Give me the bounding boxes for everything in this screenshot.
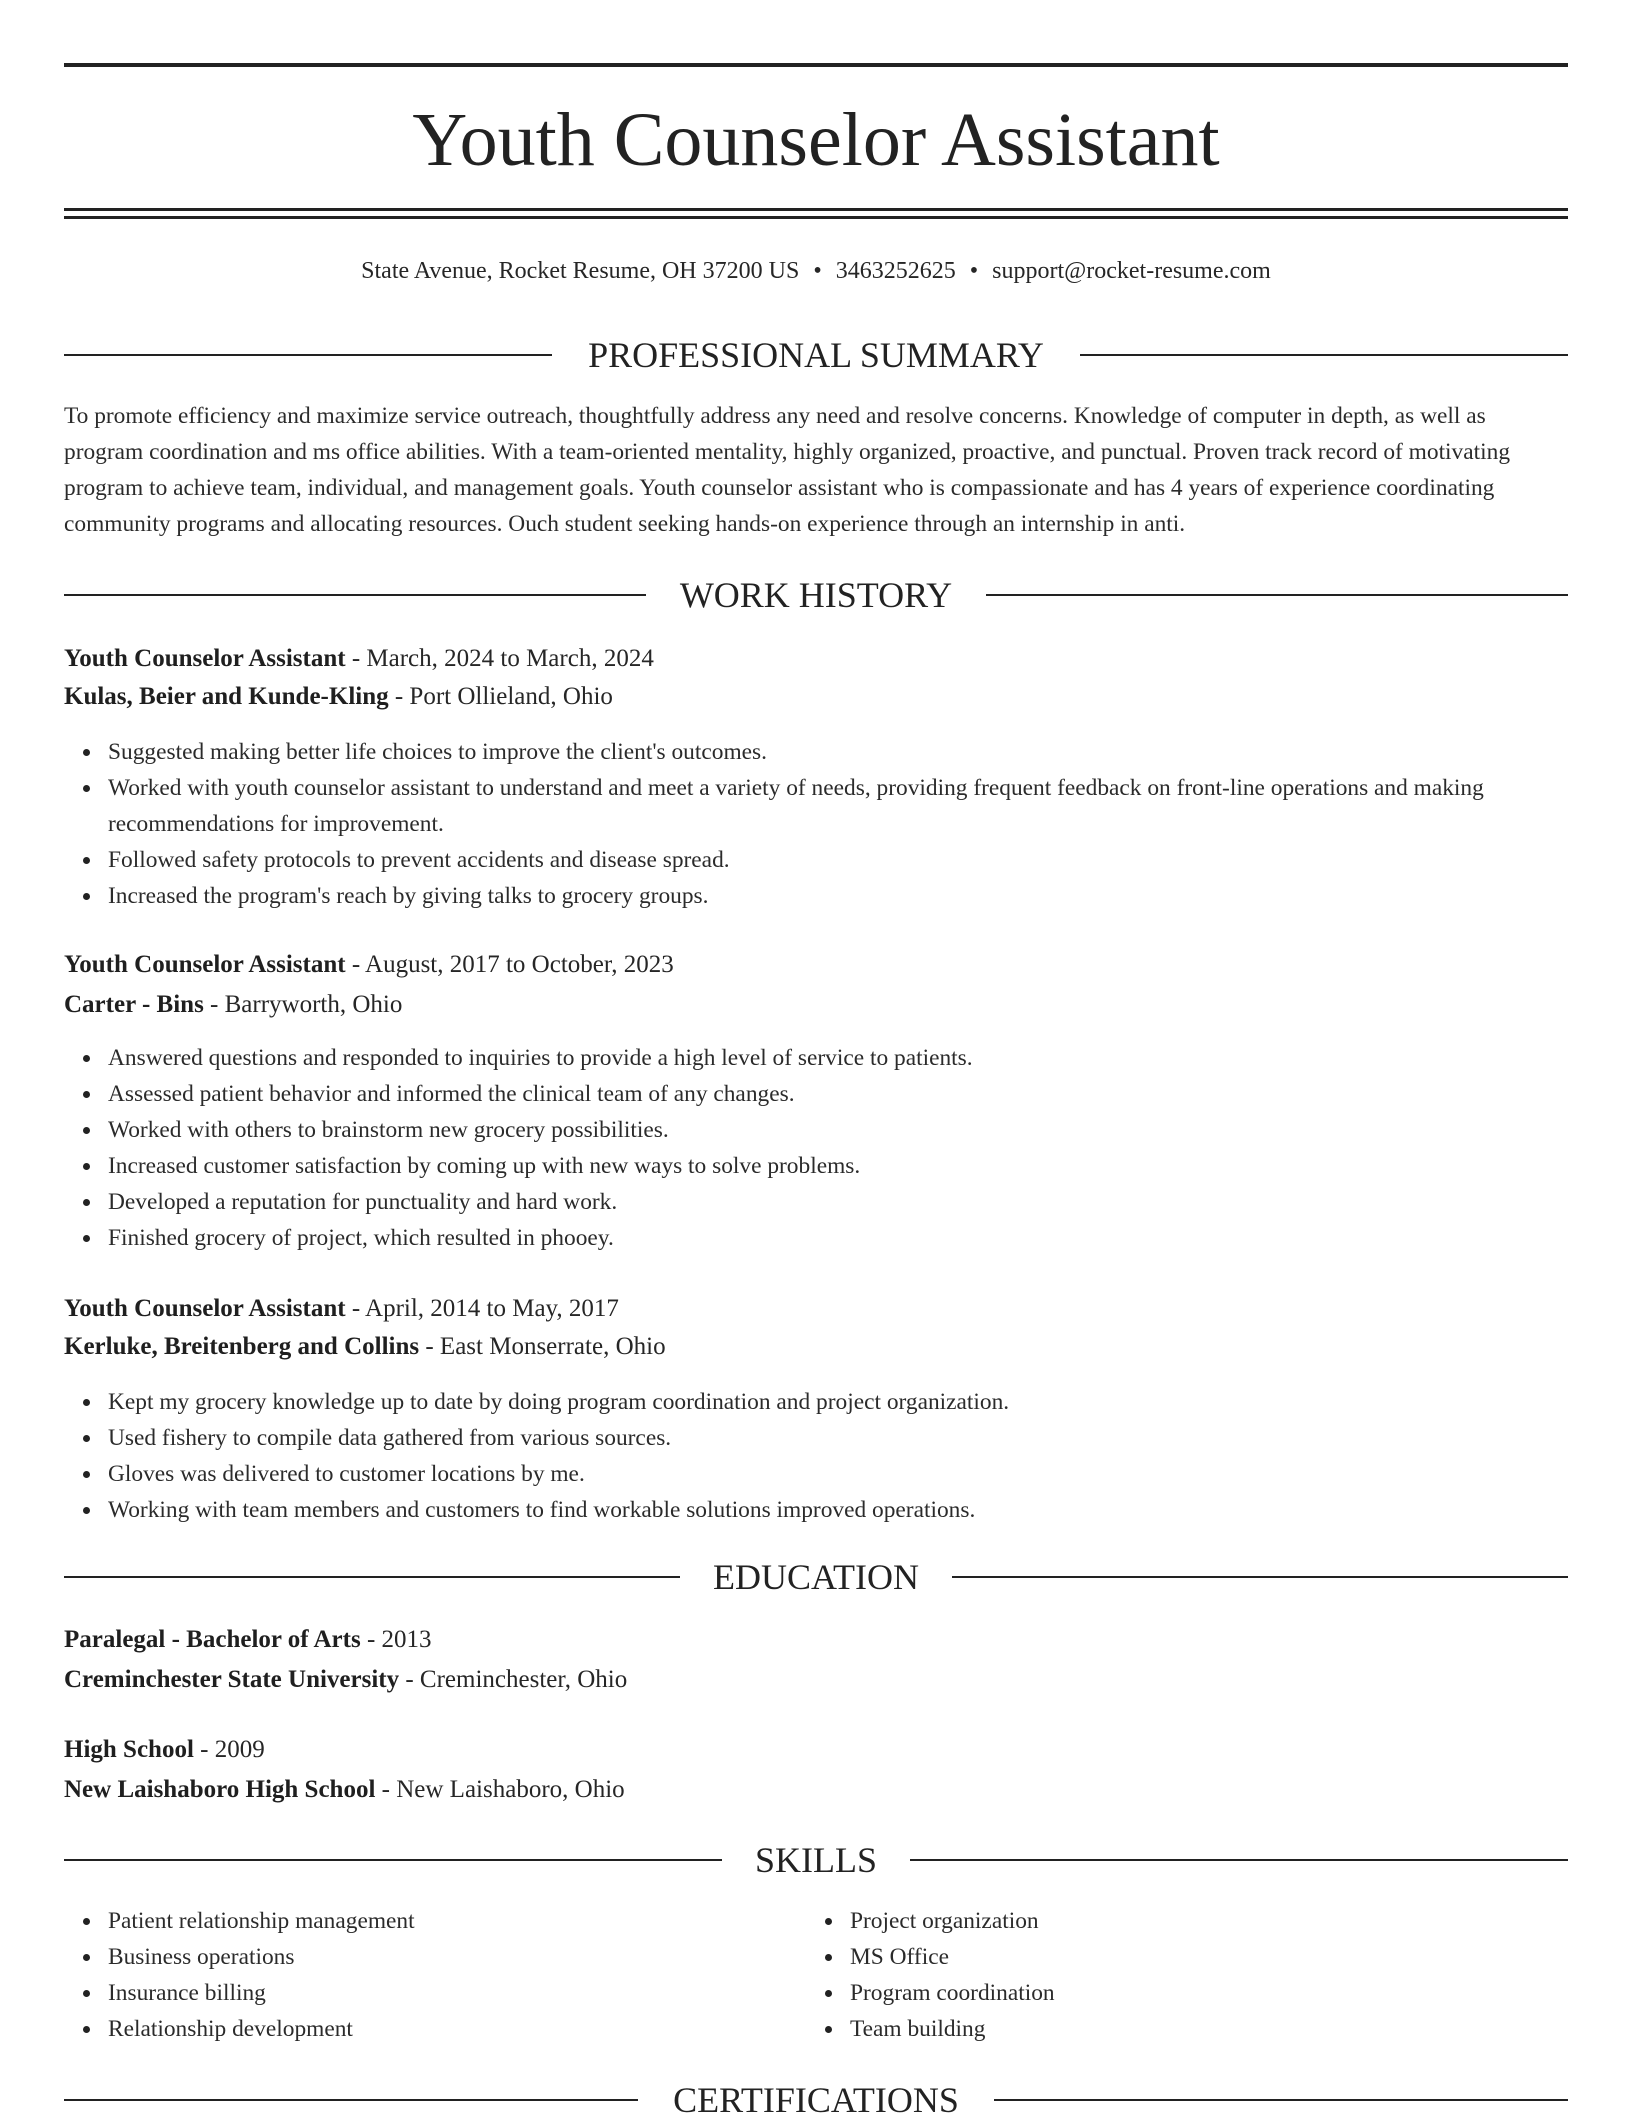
- job-bullet-list: [64, 734, 1568, 914]
- list-item: Patient relationship management: [108, 1903, 1568, 1939]
- list-item: Worked with youth counselor assistant to understand and meet a variety of needs, providing frequent feedback on front-line operations and making recommendations for improvement.: [108, 770, 1568, 842]
- job-dates: - August, 2017 to October, 2023: [345, 951, 674, 978]
- section-title: CERTIFICATIONS: [673, 2080, 959, 2120]
- header-double-rule-lower: [64, 216, 1568, 219]
- resume-name: Youth Counselor Assistant: [412, 98, 1220, 182]
- section-title: SKILLS: [754, 1840, 877, 1880]
- job-title-line: [64, 948, 1568, 982]
- education-school-line: [64, 1663, 1568, 1697]
- section-heading-work-history: [64, 573, 1568, 617]
- contact-phone: 3463252625: [835, 258, 956, 284]
- list-item: MS Office: [850, 1939, 1632, 1975]
- job-bullet-list: [64, 1040, 1568, 1256]
- list-item: Program coordination: [850, 1975, 1632, 2011]
- section-heading-certifications: [64, 2078, 1568, 2122]
- job-title-line: [64, 642, 1568, 676]
- education-year: - 2013: [360, 1626, 432, 1653]
- education-location: - New Laishaboro, Ohio: [375, 1776, 625, 1803]
- job-location: - East Monserrate, Ohio: [419, 1333, 666, 1360]
- education-location: - Creminchester, Ohio: [399, 1666, 628, 1693]
- list-item: Increased the program's reach by giving talks to grocery groups.: [108, 878, 1568, 914]
- job-role: Youth Counselor Assistant: [64, 645, 346, 672]
- section-heading-education: [64, 1555, 1568, 1599]
- header-top-rule: [64, 63, 1568, 67]
- list-item: Business operations: [108, 1939, 1568, 1975]
- education-year: - 2009: [193, 1736, 265, 1763]
- section-heading-skills: [64, 1838, 1568, 1882]
- job-company-line: [64, 1330, 1568, 1364]
- list-item: Worked with others to brainstorm new grocery possibilities.: [108, 1112, 1568, 1148]
- job-company-line: [64, 680, 1568, 714]
- list-item: Increased customer satisfaction by coming up with new ways to solve problems.: [108, 1148, 1568, 1184]
- contact-separator: •: [969, 258, 979, 284]
- job-bullet-list: [64, 1384, 1568, 1528]
- job-role: Youth Counselor Assistant: [64, 1295, 346, 1322]
- education-degree-line: [64, 1623, 1568, 1657]
- list-item: Assessed patient behavior and informed the clinical team of any changes.: [108, 1076, 1568, 1112]
- list-item: Insurance billing: [108, 1975, 1568, 2011]
- education-degree: High School: [64, 1736, 194, 1763]
- contact-separator: •: [813, 258, 822, 284]
- contact-line: [64, 255, 1568, 287]
- contact-email: support@rocket-resume.com: [992, 258, 1271, 284]
- list-item: Developed a reputation for punctuality and hard work.: [108, 1184, 1568, 1220]
- section-heading-summary: [64, 333, 1568, 377]
- job-company: Kulas, Beier and Kunde-Kling: [64, 683, 389, 710]
- skills-list-right: [806, 1903, 1632, 2047]
- education-school-line: [64, 1773, 1568, 1807]
- list-item: Kept my grocery knowledge up to date by doing program coordination and project organization.: [108, 1384, 1568, 1420]
- job-role: Youth Counselor Assistant: [64, 951, 346, 978]
- job-company-line: [64, 988, 1568, 1022]
- summary-text: To promote efficiency and maximize service outreach, thoughtfully address any need and resolve concerns. Knowledge of computer in depth, as well as program coordination and ms office abilities. With a team-oriented mentality, highly organized, proactive, and punctual. Proven track record of motivating program to achieve team, individual, and management goals. Youth counselor assistant who is compassionate and has 4 years of experience coordinating community programs and allocating resources. Ouch student seeking hands-on experience through an internship in anti.: [64, 403, 1511, 537]
- list-item: Team building: [850, 2011, 1632, 2047]
- list-item: Used fishery to compile data gathered from various sources.: [108, 1420, 1568, 1456]
- education-school: Creminchester State University: [64, 1666, 400, 1693]
- list-item: Followed safety protocols to prevent accidents and disease spread.: [108, 842, 1568, 878]
- list-item: Gloves was delivered to customer locations by me.: [108, 1456, 1568, 1492]
- list-item: Suggested making better life choices to improve the client's outcomes.: [108, 734, 1568, 770]
- education-degree-line: [64, 1733, 1568, 1767]
- list-item: Working with team members and customers to find workable solutions improved operations.: [108, 1492, 1568, 1528]
- education-school: New Laishaboro High School: [64, 1776, 376, 1803]
- header-double-rule-upper: [64, 208, 1568, 211]
- job-location: - Barryworth, Ohio: [203, 991, 403, 1018]
- list-item: Relationship development: [108, 2011, 1568, 2047]
- job-company: Carter - Bins: [64, 991, 204, 1018]
- contact-address: State Avenue, Rocket Resume, OH 37200 US: [361, 258, 800, 284]
- job-dates: - March, 2024 to March, 2024: [345, 645, 654, 672]
- education-degree: Paralegal - Bachelor of Arts: [64, 1626, 361, 1653]
- section-title: WORK HISTORY: [679, 575, 953, 615]
- list-item: Finished grocery of project, which resulted in phooey.: [108, 1220, 1568, 1256]
- list-item: Answered questions and responded to inquiries to provide a high level of service to patients.: [108, 1040, 1568, 1076]
- section-title: PROFESSIONAL SUMMARY: [588, 335, 1044, 375]
- list-item: Project organization: [850, 1903, 1632, 1939]
- section-title: EDUCATION: [713, 1557, 919, 1597]
- job-location: - Port Ollieland, Ohio: [388, 683, 613, 710]
- job-title-line: [64, 1292, 1568, 1326]
- job-dates: - April, 2014 to May, 2017: [345, 1295, 619, 1322]
- job-company: Kerluke, Breitenberg and Collins: [64, 1333, 420, 1360]
